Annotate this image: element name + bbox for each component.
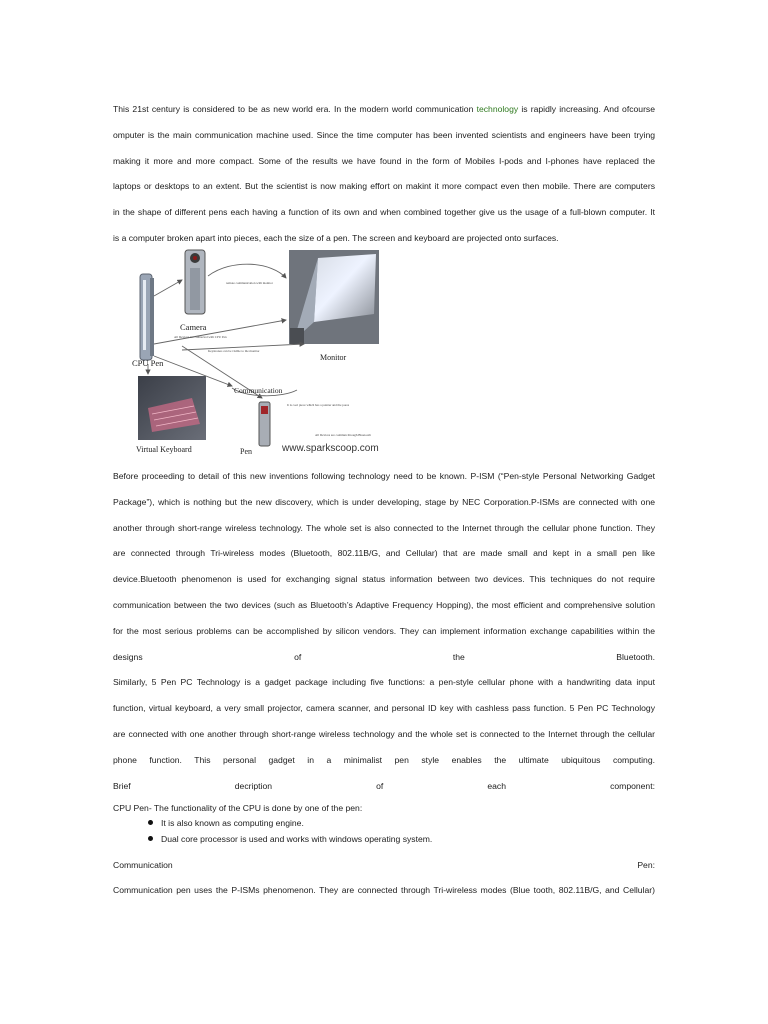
technology-paragraph: [113, 471, 655, 806]
text-line: is a computer broken apart into pieces, each the size of a pen. The screen and keyboard are projected onto surfaces.: [113, 232, 559, 243]
note-remote: remote communication with monitor: [226, 281, 273, 285]
virtual-keyboard-image: [138, 376, 206, 440]
text-line: Similarly, 5 Pen PC Technology is a gadget package including five functions: a pen-style cellular phone with a handwriting data input: [113, 677, 655, 688]
text-line: making it more and more compact. Some of the results we have found in the form of Mobiles I-pods and I-phones have replaced the: [113, 155, 655, 166]
text-line: designs of the Bluetooth.: [113, 651, 655, 662]
camera-label: Camera: [180, 322, 207, 332]
technology-link[interactable]: technology: [476, 104, 519, 114]
text-line: laptops or desktops to an extent. But the scientist is now making effort on makint it more compact even then mobile. There are computers: [113, 181, 655, 192]
pen-pc-diagram: [122, 248, 412, 460]
watermark: www.sparkscoop.com: [282, 443, 379, 454]
cpu-pen-image: [140, 274, 154, 360]
text-line: Package”), which is nothing but the new discovery, which is under developing, stage by NEC Corporation.P-ISMs are connected with one: [113, 496, 655, 507]
communication-pen-heading: [113, 860, 655, 870]
note-cool-piece: It is cool piece which has a pointer and the pores: [287, 403, 350, 407]
camera-pen-image: [185, 250, 205, 314]
text-line: Before proceeding to detail of this new inventions following technology need to be known. P-ISM (“Pen-style Personal Networking Gadget: [113, 471, 655, 481]
text-line: Brief decription of each component:: [113, 780, 655, 791]
text-line: This 21st century is considered to be as new world era. In the modern world communication technology is rapidly increasing. And ofcourse: [113, 104, 655, 114]
monitor-label: Monitor: [320, 353, 347, 362]
pen-label: Pen: [240, 447, 252, 456]
communication-label: Communication: [234, 386, 283, 395]
cpu-pen-bullet-list: [148, 815, 432, 847]
heading-left: Communication: [113, 860, 173, 870]
communication-pen-text: Communication pen uses the P-ISMs phenomenon. They are connected through Tri-wireless modes (Blue tooth, 802.11B/G, and Cellular): [113, 885, 655, 895]
pen-image: [259, 402, 270, 446]
text-line: phone function. This personal gadget in a minimalist pen style enables the ultimate ubiquitous computing.: [113, 754, 655, 765]
text-line: device.Bluetooth phenomenon is used for exchanging signal status information between two devices. This techniques do not require: [113, 574, 655, 585]
note-keystrokes: Keystrokes can be visible to the monitor: [208, 349, 260, 353]
text-line: communication between the two devices (such as Bluetooth’s Adaptive Frequency Hopping), the most efficient and comprehensive solution: [113, 599, 655, 610]
virtual-keyboard-label: Virtual Keyboard: [136, 445, 192, 454]
list-item: Dual core processor is used and works with windows operating system.: [148, 831, 432, 847]
heading-right: Pen:: [637, 860, 655, 870]
text-line: function, virtual keyboard, a very small projector, camera scanner, and personal ID key with cashless pass function. 5 Pen PC Technology: [113, 703, 655, 714]
cpu-pen-label: CPU Pen: [132, 358, 164, 368]
text-line: for the most serious problems can be accomplished by silicon vendors. They can implement information exchange capabilities within the: [113, 625, 655, 636]
list-item: It is also known as computing engine.: [148, 815, 432, 831]
note-commun: All Devices are commun through Bluetooth: [315, 433, 371, 437]
cpu-pen-intro: CPU Pen- The functionality of the CPU is done by one of the pen:: [113, 803, 363, 813]
text-line: are connected through Tri-wireless modes (Bluetooth, 802.11B/G, and Cellular) that are made small and kept in a small pen like: [113, 548, 655, 559]
text-line: another through short-range wireless technology. The whole set is also connected to the Internet through the cellular phone function. They: [113, 522, 655, 533]
monitor-image: [289, 250, 379, 344]
text-line: omputer is the main communication machine used. Since the time computer has been invented scientists and engineers have been trying: [113, 129, 655, 140]
note-devices: All Devices are connected with CPU Pen: [174, 335, 227, 339]
intro-paragraph: [113, 104, 655, 259]
text-line: are connected with one another through short-range wireless technology and the whole set is connected to the Internet through the cellular: [113, 728, 655, 739]
text-line: in the shape of different pens each having a function of its own and when combined together give us the usage of a full-blown computer. It: [113, 207, 655, 218]
